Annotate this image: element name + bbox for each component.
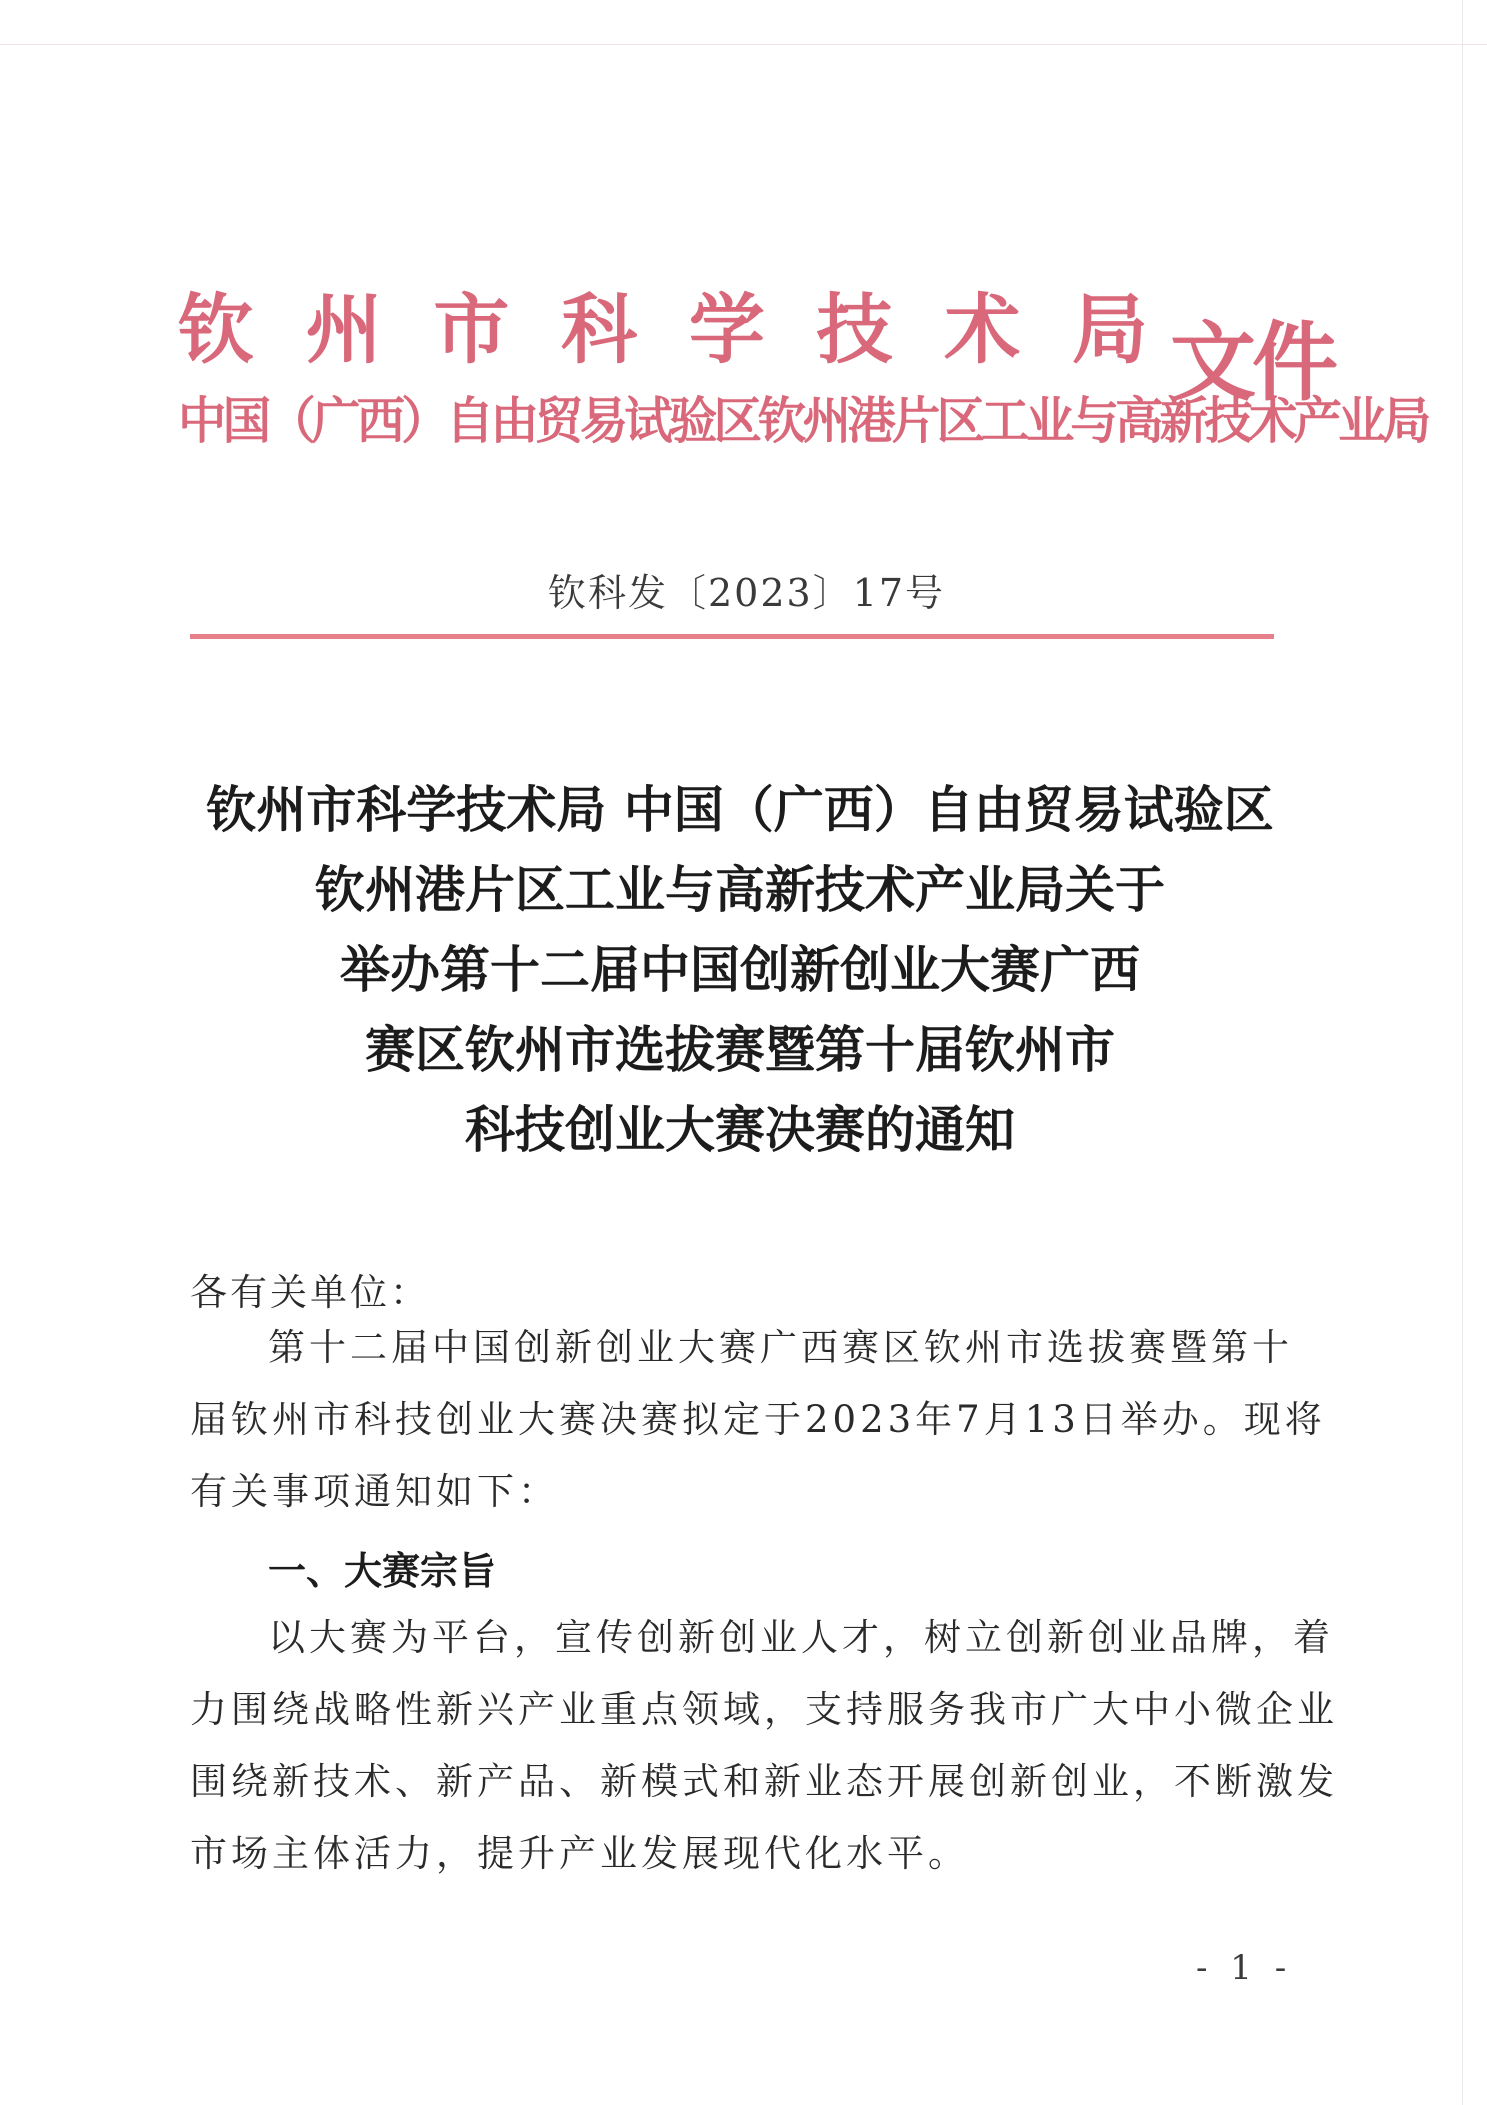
red-divider xyxy=(190,634,1274,639)
agency-name-1-char: 术 xyxy=(944,285,1021,374)
page-number: - 1 - xyxy=(1196,1948,1293,1988)
agency-name-1-char: 局 xyxy=(1071,285,1148,374)
document-number: 钦科发〔2023〕17号 xyxy=(548,571,946,615)
paragraph-intro xyxy=(190,1312,1326,1528)
document-title xyxy=(160,770,1320,1170)
scan-edge-top xyxy=(0,44,1487,45)
agency-name-2: 中国（广西）自由贸易试验区钦州港片区工业与高新技术产业局 xyxy=(178,391,1428,450)
paragraph-line: 以大赛为平台，宣传创新创业人才，树立创新创业品牌，着 xyxy=(268,1616,1334,1659)
scan-edge-right xyxy=(1462,0,1463,2105)
paragraph-line: 力围绕战略性新兴产业重点领域，支持服务我市广大中小微企业 xyxy=(190,1688,1338,1731)
agency-name-1-char: 市 xyxy=(433,285,510,374)
salutation: 各有关单位： xyxy=(190,1271,430,1314)
agency-name-1-char: 科 xyxy=(561,285,638,374)
paragraph-line: 届钦州市科技创业大赛决赛拟定于2023年7月13日举办。现将 xyxy=(190,1398,1326,1441)
paragraph-line: 围绕新技术、新产品、新模式和新业态开展创新创业，不断激发 xyxy=(190,1760,1338,1803)
title-line: 赛区钦州市选拔赛暨第十届钦州市 xyxy=(365,1020,1115,1079)
agency-name-1-char: 州 xyxy=(305,285,382,374)
paragraph-line: 有关事项通知如下： xyxy=(190,1470,559,1513)
document-type-label: 文件 xyxy=(1170,312,1334,413)
title-line: 钦州港片区工业与高新技术产业局关于 xyxy=(315,860,1165,919)
agency-name-1-char: 学 xyxy=(688,285,765,374)
paragraph-line: 市场主体活力，提升产业发展现代化水平。 xyxy=(190,1832,969,1875)
agency-name-1 xyxy=(178,285,1148,374)
paragraph-purpose xyxy=(190,1602,1338,1890)
title-line: 举办第十二届中国创新创业大赛广西 xyxy=(340,940,1140,999)
title-line: 科技创业大赛决赛的通知 xyxy=(465,1100,1015,1159)
section-heading: 一、大赛宗旨 xyxy=(268,1549,497,1593)
paragraph-line: 第十二届中国创新创业大赛广西赛区钦州市选拔赛暨第十 xyxy=(268,1326,1293,1369)
title-line: 钦州市科学技术局 中国（广西）自由贸易试验区 xyxy=(206,780,1274,839)
agency-name-1-char: 技 xyxy=(816,285,893,374)
agency-name-1-char: 钦 xyxy=(178,285,254,374)
